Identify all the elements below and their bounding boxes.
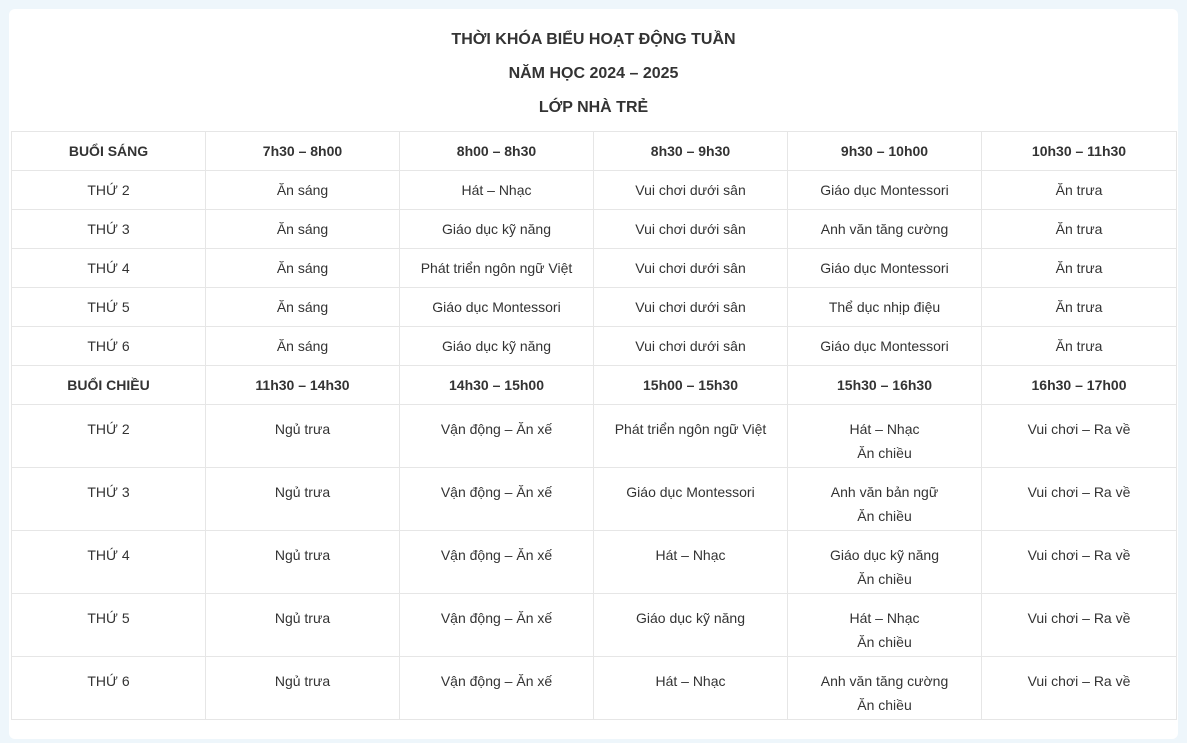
activity-cell xyxy=(788,468,982,531)
activity-cell: Hát – Nhạc xyxy=(594,657,788,720)
activity-line: Anh văn bản ngữ xyxy=(830,484,939,500)
activity-cell xyxy=(788,405,982,468)
morning-header-row xyxy=(12,132,1177,171)
session-label: BUỔI CHIỀU xyxy=(12,366,206,405)
activity-cell: Ăn trưa xyxy=(982,327,1177,366)
activity-cell: Vận động – Ăn xế xyxy=(400,531,594,594)
activity-cell: Anh văn tăng cường xyxy=(788,210,982,249)
time-slot-header: 14h30 – 15h00 xyxy=(400,366,594,405)
activity-cell: Ăn sáng xyxy=(206,249,400,288)
activity-line: Anh văn tăng cường xyxy=(820,673,949,689)
time-slot-header: 15h30 – 16h30 xyxy=(788,366,982,405)
table-row xyxy=(12,327,1177,366)
table-row xyxy=(12,249,1177,288)
activity-cell: Ngủ trưa xyxy=(206,405,400,468)
activity-cell xyxy=(788,531,982,594)
day-label: THỨ 6 xyxy=(12,327,206,366)
activity-cell: Thể dục nhịp điệu xyxy=(788,288,982,327)
day-label: THỨ 2 xyxy=(12,171,206,210)
activity-cell: Vui chơi – Ra về xyxy=(982,657,1177,720)
activity-cell: Ăn sáng xyxy=(206,327,400,366)
activity-line: Ăn chiều xyxy=(857,634,912,650)
activity-cell: Vui chơi dưới sân xyxy=(594,210,788,249)
activity-cell: Giáo dục Montessori xyxy=(400,288,594,327)
day-label: THỨ 4 xyxy=(12,531,206,594)
schedule-title: THỜI KHÓA BIỂU HOẠT ĐỘNG TUẦN xyxy=(451,31,736,48)
activity-cell xyxy=(788,594,982,657)
activity-cell: Giáo dục kỹ năng xyxy=(594,594,788,657)
school-year: NĂM HỌC 2024 – 2025 xyxy=(508,65,679,82)
activity-cell xyxy=(788,657,982,720)
activity-cell: Hát – Nhạc xyxy=(400,171,594,210)
day-label: THỨ 6 xyxy=(12,657,206,720)
activity-cell: Vận động – Ăn xế xyxy=(400,657,594,720)
activity-cell: Phát triển ngôn ngữ Việt xyxy=(400,249,594,288)
activity-cell: Vui chơi dưới sân xyxy=(594,249,788,288)
day-label: THỨ 2 xyxy=(12,405,206,468)
afternoon-header-row xyxy=(12,366,1177,405)
session-label: BUỔI SÁNG xyxy=(12,132,206,171)
table-row xyxy=(12,531,1177,594)
activity-cell: Vui chơi – Ra về xyxy=(982,594,1177,657)
activity-cell: Vui chơi – Ra về xyxy=(982,531,1177,594)
activity-cell: Giáo dục kỹ năng xyxy=(400,327,594,366)
activity-cell: Hát – Nhạc xyxy=(594,531,788,594)
activity-cell: Ăn trưa xyxy=(982,249,1177,288)
table-row xyxy=(12,288,1177,327)
day-label: THỨ 5 xyxy=(12,288,206,327)
day-label: THỨ 4 xyxy=(12,249,206,288)
activity-cell: Vui chơi – Ra về xyxy=(982,468,1177,531)
activity-cell: Vui chơi dưới sân xyxy=(594,171,788,210)
table-row xyxy=(12,171,1177,210)
time-slot-header: 9h30 – 10h00 xyxy=(788,132,982,171)
table-row xyxy=(12,210,1177,249)
activity-cell: Giáo dục kỹ năng xyxy=(400,210,594,249)
schedule-titles xyxy=(9,29,1178,131)
table-row xyxy=(12,594,1177,657)
activity-cell: Vui chơi dưới sân xyxy=(594,327,788,366)
activity-line: Ăn chiều xyxy=(857,508,912,524)
activity-cell: Ngủ trưa xyxy=(206,531,400,594)
time-slot-header: 11h30 – 14h30 xyxy=(206,366,400,405)
activity-cell: Ăn sáng xyxy=(206,171,400,210)
time-slot-header: 15h00 – 15h30 xyxy=(594,366,788,405)
activity-line: Hát – Nhạc xyxy=(849,421,920,437)
time-slot-header: 10h30 – 11h30 xyxy=(982,132,1177,171)
activity-cell: Ngủ trưa xyxy=(206,468,400,531)
activity-cell: Giáo dục Montessori xyxy=(788,327,982,366)
day-label: THỨ 3 xyxy=(12,468,206,531)
activity-cell: Giáo dục Montessori xyxy=(788,171,982,210)
activity-cell: Vận động – Ăn xế xyxy=(400,468,594,531)
activity-cell: Ngủ trưa xyxy=(206,657,400,720)
time-slot-header: 7h30 – 8h00 xyxy=(206,132,400,171)
activity-line: Giáo dục kỹ năng xyxy=(830,547,939,563)
table-row xyxy=(12,468,1177,531)
class-name: LỚP NHÀ TRẺ xyxy=(538,99,649,116)
table-row xyxy=(12,405,1177,468)
activity-cell: Ăn sáng xyxy=(206,210,400,249)
activity-cell: Ăn trưa xyxy=(982,288,1177,327)
time-slot-header: 8h00 – 8h30 xyxy=(400,132,594,171)
schedule-table xyxy=(11,131,1177,720)
activity-cell: Ăn sáng xyxy=(206,288,400,327)
activity-line: Hát – Nhạc xyxy=(849,610,920,626)
activity-cell: Ăn trưa xyxy=(982,171,1177,210)
activity-cell: Giáo dục Montessori xyxy=(594,468,788,531)
schedule-table-body xyxy=(12,132,1177,720)
activity-cell: Ngủ trưa xyxy=(206,594,400,657)
activity-cell: Vui chơi – Ra về xyxy=(982,405,1177,468)
schedule-card xyxy=(9,9,1178,739)
activity-cell: Ăn trưa xyxy=(982,210,1177,249)
activity-line: Ăn chiều xyxy=(857,697,912,713)
time-slot-header: 8h30 – 9h30 xyxy=(594,132,788,171)
activity-cell: Phát triển ngôn ngữ Việt xyxy=(594,405,788,468)
activity-cell: Vui chơi dưới sân xyxy=(594,288,788,327)
activity-line: Ăn chiều xyxy=(857,445,912,461)
day-label: THỨ 5 xyxy=(12,594,206,657)
activity-cell: Vận động – Ăn xế xyxy=(400,594,594,657)
time-slot-header: 16h30 – 17h00 xyxy=(982,366,1177,405)
table-row xyxy=(12,657,1177,720)
activity-line: Ăn chiều xyxy=(857,571,912,587)
activity-cell: Vận động – Ăn xế xyxy=(400,405,594,468)
day-label: THỨ 3 xyxy=(12,210,206,249)
activity-cell: Giáo dục Montessori xyxy=(788,249,982,288)
